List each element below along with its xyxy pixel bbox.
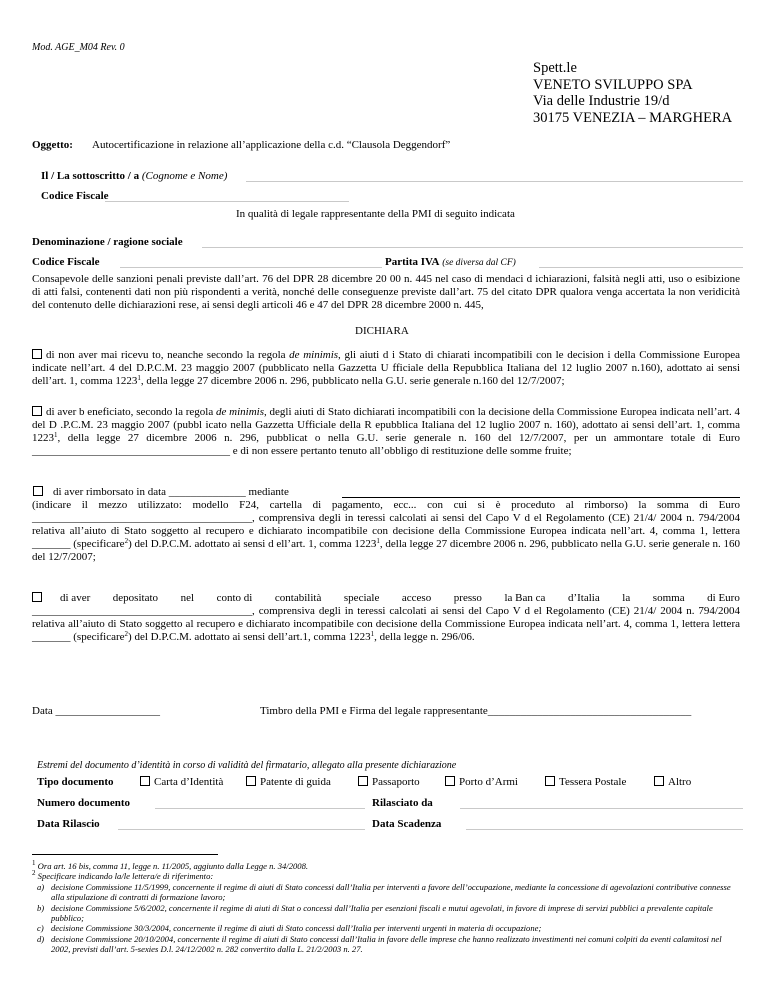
recipient-line: Spett.le [533,60,577,76]
option-4-text: ) del D.P.C.M. adottato ai sensi dell’art.1, comma 1223 [128,631,371,643]
option-1-text: di non aver mai ricevu to, neanche secondo la regola [46,349,290,361]
vat-label-text: Partita IVA [385,256,440,268]
id-section-title: Estremi del documento d’identità in corso di validità del firmatario, allegato alla presente dichiarazione [37,760,457,771]
signatory-input[interactable] [246,181,743,182]
option-4-word: ca [535,592,546,604]
option-4-word: conto di [216,592,253,604]
issue-date-label: Data Rilascio [37,818,100,830]
option-3-text: di aver rimborsato in data ______________ mediante [53,486,289,498]
footnote-ref: 1 [137,374,141,382]
option-4-word: la [622,592,631,604]
footnote-mark: 2 [32,869,36,878]
doc-type-label-text: Porto d’Armi [459,776,518,788]
option-2-text: , degli aiuti di Stato dichiarati incompatibili con la decisione della Commissione Europea indicata nell’art. 4 del D .P.C.M. 23 maggio 2007 (pubbl icato nella Gazzetta Ufficiale della R epubblica Italiana del 12 luglio 2007 n. 160), adottato ai sensi dell’art. 1, comma 1223 [32,406,740,444]
subject-label: Oggetto: [32,139,73,151]
doc-type-postal-card[interactable] [545,776,626,789]
doc-number-label: Numero documento [37,797,130,809]
company-name-label: Denominazione / ragione sociale [32,236,183,248]
option-4-word: acceso [401,592,432,604]
footnote-1 [32,861,742,871]
signature-field[interactable]: Timbro della PMI e Firma del legale rappresentante_____________________________________ [260,705,692,717]
legal-rep-text: In qualità di legale rappresentante della PMI di seguito indicata [236,208,515,220]
option-4-word: speciale [343,592,380,604]
expiry-date-input[interactable] [466,829,743,830]
footnote-text: Specificare indicando la/le lettera/e di riferimento: [37,871,214,882]
option-4-text: ________________________________________, comprensiva degli in teressi calcolati ai sensi del Capo V d el Regolamento (CE) 21/4/ 2004 n. 794/2004 relativa all’aiuto di Stato soggetto al recupero e dichiarato incompatibile con decisione della Commissione Europea indicata nell’art. 4, comma 1, lettera lettera _______ (specificare [32,605,740,643]
option-2-text: di aver b eneficiato, secondo la regola [46,406,216,418]
signatory-hint: (Cognome e Nome) [141,170,228,182]
footnote-item-letter: c) [37,923,44,934]
subject-text: Autocertificazione in relazione all’applicazione della c.d. “Clausola Deggendorf” [92,139,451,151]
option-4-word: di Euro [707,592,740,604]
footnote-2-items [32,882,742,955]
recipient-line: Via delle Industrie 19/d [533,93,670,109]
intro-paragraph: Consapevole delle sanzioni penali previste dall’art. 76 del DPR 28 dicembre 20 00 n. 445 nel caso di mendaci d ichiarazioni, falsità negli atti, uso o esibizione di atti falsi, contenenti dati non più rispondenti a verità, nonché delle conseguenze previste dall’art. 75 del citato DPR qualora venga accertata la non veridicità del contenuto delle dichiarazioni rese, ai sensi degli articoli 46 e 47 del DPR 28 dicembre 2000 n. 445, [32,273,740,311]
footnote-item-text: decisione Commissione 30/3/2004, concernente il regime di aiuti di Stato concessi dall’Italia per interventi urgenti in materia di occupazione; [51,923,542,934]
doc-type-label-text: Altro [668,776,692,788]
date-field[interactable]: Data ___________________ [32,705,161,717]
option-4-word: depositato [112,592,159,604]
company-fiscal-code-label: Codice Fiscale [32,256,100,268]
checkbox[interactable] [545,776,555,786]
footnote-text: Ora art. 16 bis, comma 11, legge n. 11/2005, aggiunto dalla Legge n. 34/2008. [37,861,309,871]
doc-type-label-text: Tessera Postale [559,776,627,788]
footnote-item [37,903,742,924]
recipient-address [533,60,732,126]
option-1-text: , gli aiuti d i Stato di chiarati incompatibili con le decision i della Commissione Europea indicate nell’art. 4 del D.P.C.M. 23 maggio 2007 (pubblicato nella Gazzetta U fficiale della Repubblica Italiana del 12 luglio 2007 n.160), adottato ai sensi dell’art. 1, comma 1223 [32,349,740,387]
option-3-text: (indicare il mezzo utilizzato: modello F24, cartella di pagamento, ecc... con cui si è proceduto al rimborso) la somma di Euro ________________________________________, comprensiva degli in teressi calcolati ai sensi del Capo V d el Regolamento (CE) 21/4/ 2004 n. 794/2004 relativa all’aiuto di Stato soggetto al recupero e dichiarato incompatibile con decisione della Commissione Europea indicata nell’art. 4, comma 1, lettera _______ (specificare [32,499,740,550]
option-4-text: , della legge n. 296/06. [374,631,475,643]
checkbox[interactable] [140,776,150,786]
checkbox[interactable] [654,776,664,786]
footnote-item-letter: d) [37,933,45,944]
footnote-ref: 2 [124,630,129,638]
footnote-item-letter: b) [37,902,45,913]
company-fiscal-code-input[interactable] [120,267,382,268]
option-3-text: ) del D.P.C.M. adottato ai sensi d ell’art. 1, comma 1223 [128,538,377,550]
option-4-checkbox[interactable] [32,592,42,602]
vat-input[interactable] [539,267,743,268]
doc-type-other[interactable] [654,776,691,789]
footnote-item [37,923,742,933]
doc-type-label-text: Carta d’Identità [154,776,224,788]
footnote-item-text: decisione Commissione 11/5/1999, concernente il regime di aiuti di Stato concessi dall’Italia per interventi a favore dell’occupazione, mediante la concessione di agevolazioni contributive connesse alla stipulazione di contratti di formazione lavoro; [51,881,731,903]
expiry-date-label: Data Scadenza [372,818,442,830]
option-2-checkbox[interactable] [32,406,42,416]
recipient-line: VENETO SVILUPPO SPA [533,76,693,93]
footnote-item-letter: a) [37,881,45,892]
doc-number-input[interactable] [155,808,365,809]
option-4-checkbox-wrap [32,592,90,605]
option-4-word: d’Italia [567,592,600,604]
issued-by-label: Rilasciato da [372,797,433,809]
company-name-input[interactable] [202,247,743,248]
doc-type-id-card[interactable] [140,776,223,789]
checkbox[interactable] [358,776,368,786]
option-3-body [32,499,740,564]
vat-hint: (se diversa dal CF) [442,258,516,268]
option-2 [32,406,740,458]
fiscal-code-label: Codice Fiscale [41,190,109,202]
doc-type-firearms-license[interactable] [445,776,518,789]
option-1-text: , della legge 27 dicembre 2006 n. 296, pubblicato nella G.U. serie generale n.160 del 12/7/2007; [140,375,565,387]
option-1 [32,349,740,388]
footnote-ref: 1 [54,431,58,439]
doc-type-label-text: Passaporto [372,776,420,788]
option-2-text: , della legge 27 dicembre 2006 n. 296, pubblicat o nella G.U. serie generale n. 160 del 12/7/2007, per un ammontare totale di Euro ____________________________________ e di non essere pertanto tenuto all’obbligo di restituzione delle somme fruite; [32,432,740,457]
signatory-label-text: Il / La sottoscritto / a [41,170,140,182]
recipient-line: 30175 VENEZIA – MARGHERA [533,109,733,126]
option-2-em: de minimis [216,406,264,418]
footnote-mark: 1 [32,859,36,867]
checkbox[interactable] [246,776,256,786]
option-4-first-line [32,592,740,605]
option-1-em: de minimis [289,349,339,361]
footnote-item-text: decisione Commissione 5/6/2002, concernente il regime di aiuti di Stat o concessi dall’Italia per esenzioni fiscali e mutui agevolati, in favore di imprese di servizi pubblici a prevalente capitale pubblico; [51,902,713,924]
option-4-word: somma [652,592,685,604]
footnote-ref: 1 [370,630,375,638]
footnote-separator [32,854,218,855]
option-4-body [32,605,740,644]
doc-type-label: Tipo documento [37,776,114,788]
declares-heading: DICHIARA [355,325,409,337]
footnote-item [37,934,742,955]
payment-means-input[interactable] [342,497,740,498]
option-1-checkbox[interactable] [32,349,42,359]
option-4-word: contabilità [274,592,322,604]
checkbox[interactable] [445,776,455,786]
footnote-item-text: decisione Commissione 20/10/2004, concernente il regime di aiuti di Stato concessi dall’Italia in favore delle imprese che hanno realizzato investimenti nei comuni colpiti da eventi calamitosi nel 2002, previsti dall’art. 5-sexies D.l. 24/12/2002 n. 282 convertito dalla L. 21/2/2003 n. 27. [51,933,722,955]
footnote-item [37,882,742,903]
form-code: Mod. AGE_M04 Rev. 0 [32,42,125,53]
issue-date-input[interactable] [118,829,365,830]
option-4-word: di aver [60,592,91,604]
footnote-ref: 1 [376,537,380,545]
footnotes [32,861,742,955]
doc-type-label-text: Patente di guida [260,776,331,788]
fiscal-code-input[interactable] [105,201,349,202]
option-3-text: , della legge 27 dicembre 2006 n. 296, pubblicato nella G.U. serie generale n. 160 del 12/7/2007; [32,538,741,563]
option-4-word: nel [180,592,195,604]
doc-type-passport[interactable] [358,776,420,789]
vat-label [385,256,516,270]
option-3-checkbox[interactable] [33,486,43,496]
signatory-label [41,170,227,183]
issued-by-input[interactable] [460,808,743,809]
option-4-word: presso [453,592,482,604]
doc-type-driving-license[interactable] [246,776,331,789]
footnote-ref: 2 [124,537,129,545]
footnote-2 [32,871,742,881]
option-4-word: la Ban [504,592,533,604]
